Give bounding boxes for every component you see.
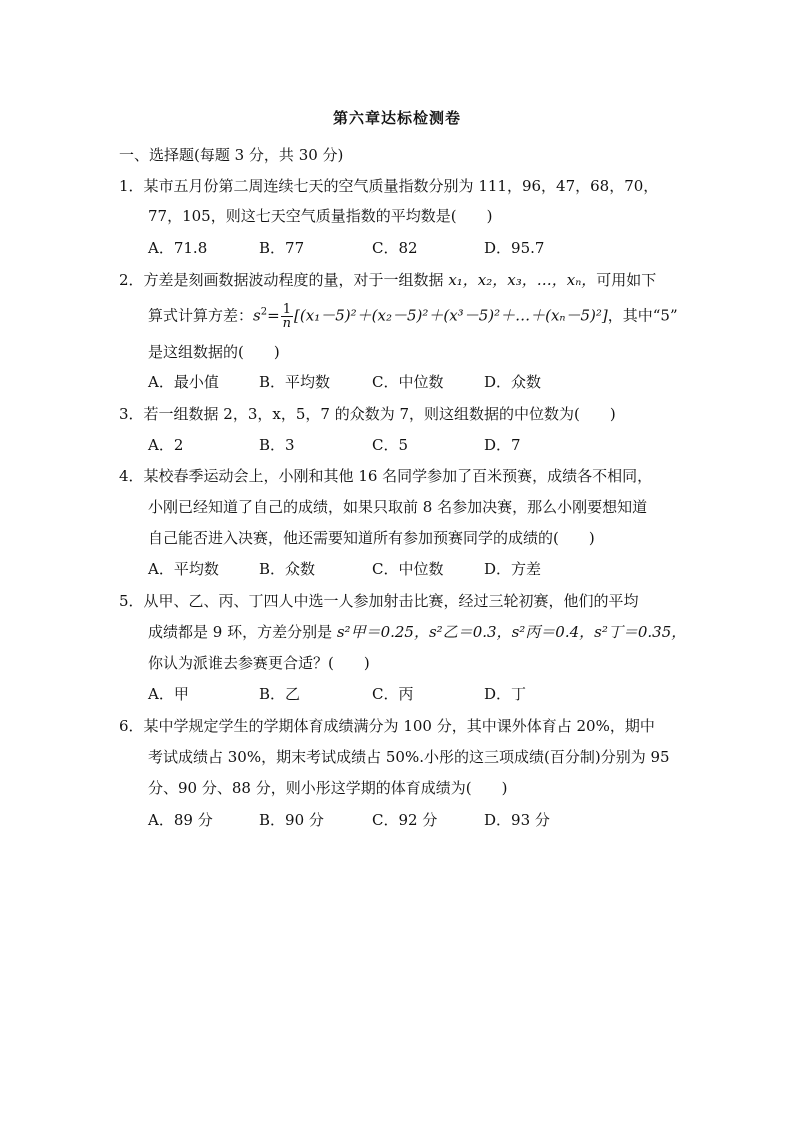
question-4-line-1: 4．某校春季运动会上，小刚和其他 16 名同学参加了百米预赛，成绩各不相同，	[119, 467, 653, 485]
variance-bing: s²丙＝0.4，	[511, 623, 595, 641]
question-4-option-b[interactable]: B．众数	[259, 560, 316, 578]
question-2-line-2-text: 算式计算方差：	[148, 306, 254, 325]
question-6-line-2: 考试成绩占 30%，期末考试成绩占 50%.小彤的这三项成绩(百分制)分别为 95	[148, 748, 670, 766]
question-2-line-1-end: 可用如下	[596, 271, 657, 289]
question-6-option-b[interactable]: B．90 分	[259, 811, 324, 829]
question-5-option-d[interactable]: D．丁	[484, 685, 527, 703]
question-3-line-1: 3．若一组数据 2，3，x，5，7 的众数为 7，则这组数据的中位数为( )	[119, 405, 616, 423]
question-2-option-d[interactable]: D．众数	[484, 373, 542, 391]
question-1-line-1: 1．某市五月份第二周连续七天的空气质量指数分别为 111，96，47，68，70，	[119, 177, 659, 195]
question-6-option-d[interactable]: D．93 分	[484, 811, 550, 829]
question-2-data-vars: x₁，x₂，x₃，…，xₙ，	[448, 271, 597, 289]
page-title: 第六章达标检测卷	[332, 109, 461, 127]
question-2-line-3: 是这组数据的( )	[148, 343, 280, 361]
formula-body: [(x₁－5)²＋(x₂－5)²＋(x³－5)²＋…＋(xₙ－5)²]	[294, 306, 608, 325]
question-1-option-c[interactable]: C．82	[372, 239, 418, 257]
question-4-line-3: 自己能否进入决赛，他还需要知道所有参加预赛同学的成绩的( )	[148, 529, 595, 547]
question-3-option-d[interactable]: D．7	[484, 436, 521, 454]
question-4-option-a[interactable]: A．平均数	[148, 560, 219, 578]
question-3-option-b[interactable]: B．3	[259, 436, 295, 454]
variance-yi: s²乙＝0.3，	[428, 623, 512, 641]
question-4-line-2: 小刚已经知道了自己的成绩，如果只取前 8 名参加决赛，那么小刚要想知道	[148, 498, 648, 516]
question-4-option-d[interactable]: D．方差	[484, 560, 542, 578]
question-3-option-c[interactable]: C．5	[372, 436, 409, 454]
variance-symbol: s	[253, 306, 261, 325]
question-5-line-2-text: 成绩都是 9 环，方差分别是	[148, 623, 337, 641]
formula-fraction	[281, 303, 293, 330]
question-1-option-b[interactable]: B．77	[259, 239, 305, 257]
question-3-option-a[interactable]: A．2	[148, 436, 184, 454]
question-2-option-c[interactable]: C．中位数	[372, 373, 444, 391]
question-6-line-1: 6．某中学规定学生的学期体育成绩满分为 100 分，其中课外体育占 20%，期中	[119, 717, 655, 735]
question-1-line-2: 77，105，则这七天空气质量指数的平均数是( )	[148, 207, 493, 225]
variance-exponent: 2	[260, 306, 268, 318]
question-1-option-d[interactable]: D．95.7	[484, 239, 545, 257]
question-2-line-1-text: 2．方差是刻画数据波动程度的量，对于一组数据	[119, 271, 449, 289]
question-2-option-a[interactable]: A．最小值	[148, 373, 219, 391]
question-4-option-c[interactable]: C．中位数	[372, 560, 444, 578]
question-6-option-a[interactable]: A．89 分	[148, 811, 213, 829]
question-2-line-2-end: ，其中“5”	[607, 306, 678, 325]
section-heading: 一、选择题(每题 3 分，共 30 分)	[119, 146, 344, 164]
variance-ding: s²丁＝0.35，	[594, 623, 687, 641]
fraction-denominator: n	[282, 316, 292, 331]
question-5-line-1: 5．从甲、乙、丙、丁四人中选一人参加射击比赛，经过三轮初赛，他们的平均	[119, 592, 639, 610]
question-5-option-a[interactable]: A．甲	[148, 685, 189, 703]
question-2-line-2	[148, 303, 678, 330]
question-6-line-3: 分、90 分、88 分，则小彤这学期的体育成绩为( )	[148, 779, 508, 797]
question-5-line-2	[148, 622, 686, 642]
question-5-option-c[interactable]: C．丙	[372, 685, 414, 703]
question-5-line-3: 你认为派谁去参赛更合适？( )	[148, 654, 370, 672]
question-6-option-c[interactable]: C．92 分	[372, 811, 438, 829]
formula-equals: =	[267, 306, 280, 325]
question-5-option-b[interactable]: B．乙	[259, 685, 301, 703]
question-2-option-b[interactable]: B．平均数	[259, 373, 331, 391]
fraction-numerator: 1	[281, 303, 293, 317]
question-2-line-1	[119, 270, 656, 290]
question-1-option-a[interactable]: A．71.8	[148, 239, 208, 257]
variance-jia: s²甲＝0.25，	[336, 623, 429, 641]
